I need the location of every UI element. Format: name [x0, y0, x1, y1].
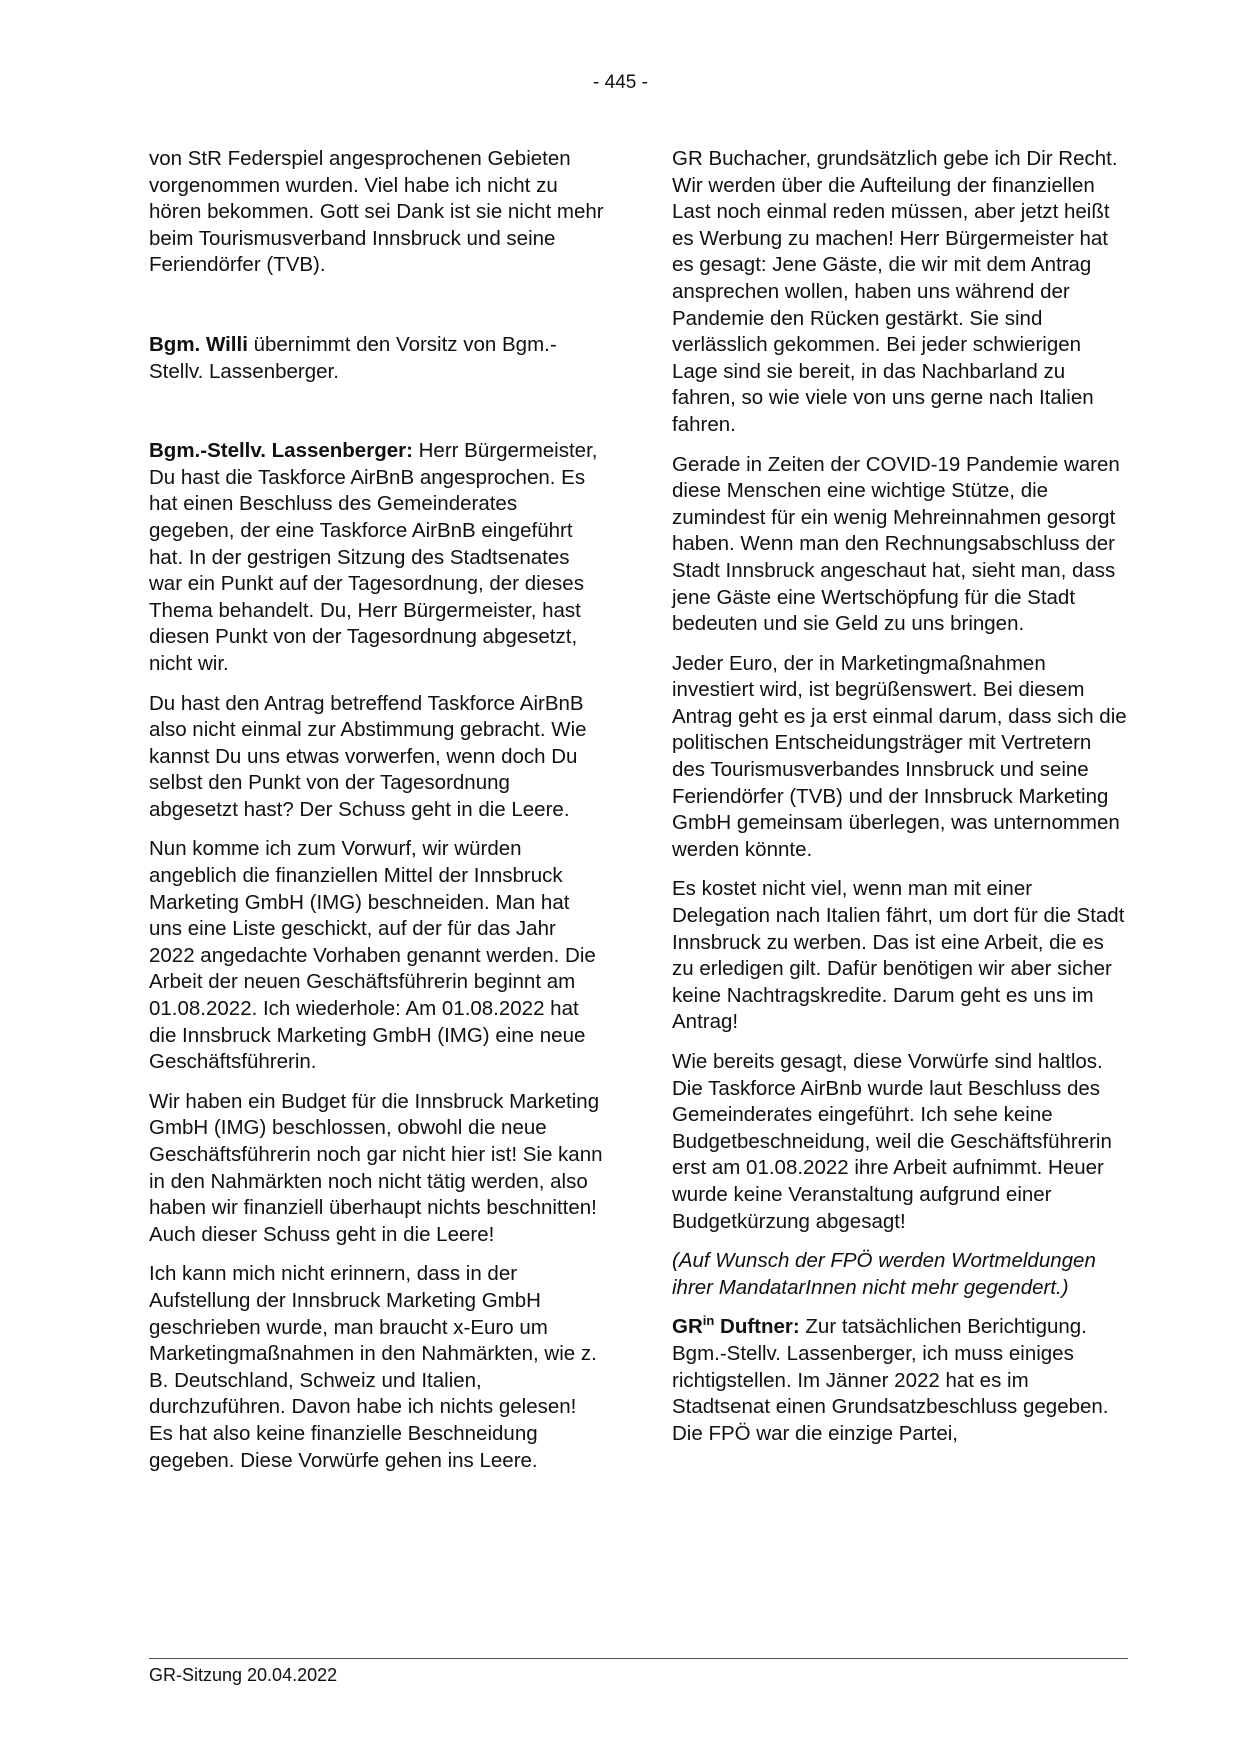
speaker-name — [672, 1315, 800, 1338]
footer-divider — [149, 1658, 1128, 1659]
speaker-paragraph — [149, 438, 604, 677]
speaker-surname: Duftner: — [714, 1315, 800, 1339]
paragraph: Nun komme ich zum Vorwurf, wir würden angeblich die finanziellen Mittel der Innsbruck Marketing GmbH (IMG) beschneiden. Man hat uns eine Liste geschickt, auf der für das Jahr 2022 angedachte Vorhaben genannt werden. Die Arbeit der neuen Geschäftsführerin beginnt am 01.08.2022. Ich wiederhole: Am 01.08.2022 hat die Innsbruck Marketing GmbH (IMG) eine neue Geschäftsführerin. — [149, 837, 596, 1074]
paragraph: Wir haben ein Budget für die Innsbruck Marketing GmbH (IMG) beschlossen, obwohl die neue Geschäftsführerin noch gar nicht hier ist! Sie kann in den Nahmärkten noch nicht tätig werden, also haben wir finanziell überhaupt nichts beschnitten! Auch dieser Schuss geht in die Leere! — [149, 1089, 603, 1246]
speaker-paragraph — [149, 332, 604, 385]
paragraph-text: übernimmt den Vorsitz von Bgm.-Stellv. Lassenberger. — [149, 332, 557, 383]
speaker-name: Bgm.-Stellv. Lassenberger: — [149, 439, 413, 463]
speaker-paragraph — [672, 1314, 1127, 1447]
footer-session-date: GR-Sitzung 20.04.2022 — [149, 1665, 338, 1685]
paragraph: Du hast den Antrag betreffend Taskforce AirBnB also nicht einmal zur Abstimmung gebracht. Wie kannst Du uns etwas vorwerfen, wenn doch Du selbst den Punkt von der Tagesordnung abgesetzt hast? Der Schuss geht in die Leere. — [149, 691, 587, 821]
paragraph: Jeder Euro, der in Marketingmaßnahmen investiert wird, ist begrüßenswert. Bei diesem Antrag geht es ja erst einmal darum, dass sich die politischen Entscheidungsträger mit Vertretern des Tourismusverbandes Innsbruck und seine Feriendörfer (TVB) und der Innsbruck Marketing GmbH gemeinsam überlegen, was unternommen werden könnte. — [672, 651, 1127, 861]
paragraph: Es kostet nicht viel, wenn man mit einer Delegation nach Italien fährt, um dort für die Stadt Innsbruck zu werben. Das ist eine Arbeit, die es zu erledigen gilt. Dafür benötigen wir aber sicher keine Nachtragskredite. Darum geht es uns im Antrag! — [672, 877, 1125, 1034]
paragraph: Ich kann mich nicht erinnern, dass in der Aufstellung der Innsbruck Marketing GmbH geschrieben wurde, man braucht x-Euro um Marketingmaßnahmen in den Nahmärkten, wie z. B. Deutschland, Schweiz und Italien, durchzuführen. Davon habe ich nichts gelesen! Es hat also keine finanzielle Beschneidung gegeben. Diese Vorwürfe gehen ins Leere. — [149, 1262, 597, 1472]
speaker-title-suffix: in — [702, 1313, 715, 1329]
paragraph-text: Zur tatsächlichen Berichtigung. Bgm.-Stellv. Lassenberger, ich muss einiges richtigstellen. Im Jänner 2022 hat es im Stadtsenat einen Grundsatzbeschluss gegeben. Die FPÖ war die einzige Partei, — [672, 1315, 1109, 1445]
paragraph: Wie bereits gesagt, diese Vorwürfe sind haltlos. Die Taskforce AirBnb wurde laut Beschluss des Gemeinderates eingeführt. Ich sehe keine Budgetbeschneidung, weil die Geschäftsführerin erst am 01.08.2022 ihre Arbeit aufnimmt. Heuer wurde keine Veranstaltung aufgrund einer Budgetkürzung abgesagt! — [672, 1050, 1112, 1233]
paragraph: von StR Federspiel angesprochenen Gebieten vorgenommen wurden. Viel habe ich nicht zu hören bekommen. Gott sei Dank ist sie nicht mehr beim Tourismusverband Innsbruck und seine Feriendörfer (TVB). — [149, 147, 604, 277]
speaker-title: GR — [672, 1315, 703, 1339]
speaker-name: Bgm. Willi — [149, 332, 248, 356]
page-number: - 445 - — [593, 72, 648, 93]
right-column — [672, 146, 1127, 1460]
paragraph: GR Buchacher, grundsätzlich gebe ich Dir Recht. Wir werden über die Aufteilung der finanziellen Last noch einmal reden müssen, aber jetzt heißt es Werbung zu machen! Herr Bürgermeister hat es gesagt: Jene Gäste, die wir mit dem Antrag ansprechen wollen, haben uns während der Pandemie den Rücken gestärkt. Sie sind verlässlich gekommen. Bei jeder schwierigen Lage sind sie bereit, in das Nachbarland zu fahren, so wie viele von uns gerne nach Italien fahren. — [672, 147, 1118, 436]
editorial-note: (Auf Wunsch der FPÖ werden Wortmeldungen ihrer MandatarInnen nicht mehr gegendert.) — [672, 1249, 1096, 1299]
paragraph: Gerade in Zeiten der COVID-19 Pandemie waren diese Menschen eine wichtige Stütze, die zumindest für ein wenig Mehreinnahmen gesorgt haben. Wenn man den Rechnungsabschluss der Stadt Innsbruck angeschaut hat, sieht man, dass jene Gäste eine Wertschöpfung für die Stadt bedeuten und sie Geld zu uns bringen. — [672, 452, 1120, 636]
paragraph-text: Herr Bürgermeister, Du hast die Taskforce AirBnB angesprochen. Es hat einen Beschluss des Gemeinderates gegeben, der eine Taskforce AirBnB eingeführt hat. In der gestrigen Sitzung des Stadtsenates war ein Punkt auf der Tagesordnung, der dieses Thema behandelt. Du, Herr Bürgermeister, hast diesen Punkt von der Tagesordnung abgesetzt, nicht wir. — [149, 439, 598, 675]
left-column — [149, 146, 604, 1487]
